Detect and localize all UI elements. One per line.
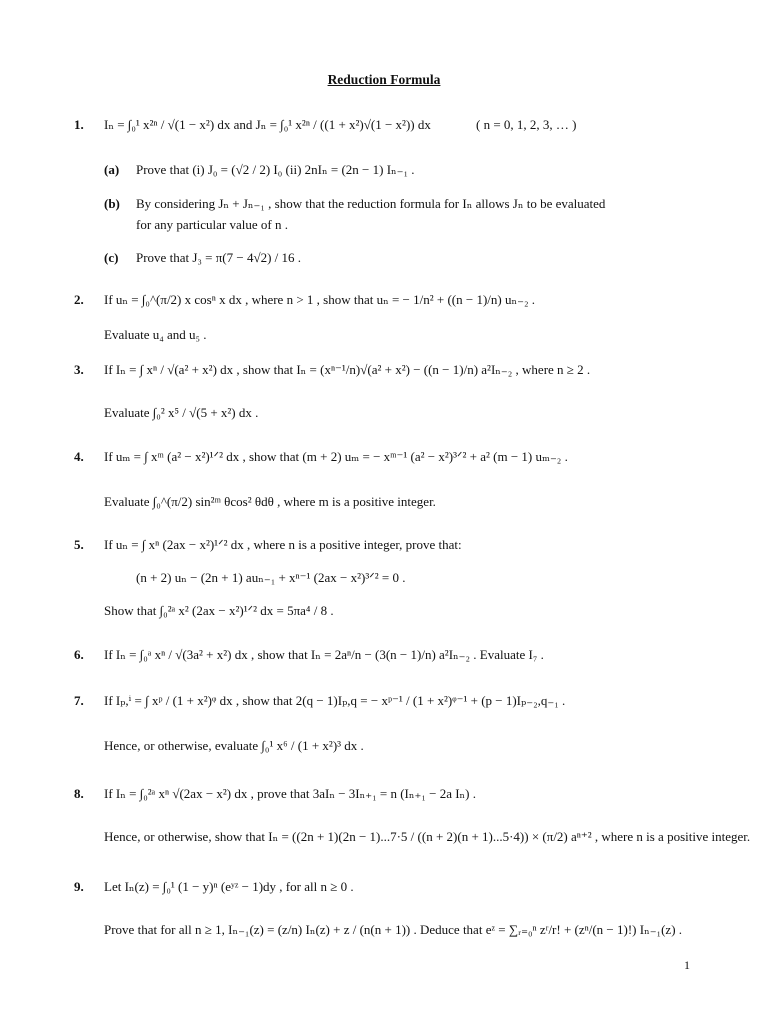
question-1a-text: Prove that (i) J₀ = (√2 / 2) I₀ (ii) 2nIₙ = (2n − 1) Iₙ₋₁ . xyxy=(136,162,415,177)
question-8-show-that: Hence, or otherwise, show that Iₙ = ((2n + 1)(2n − 1)...7·5 / ((n + 2)(n + 1)...5·4)) × (π/2) aⁿ⁺² , where n is a positive integer. xyxy=(104,829,751,844)
question-9-number: 9. xyxy=(74,879,84,894)
question-7-evaluate: Hence, or otherwise, evaluate ∫₀¹ x⁶ / (1 + x²)³ dx . xyxy=(104,738,364,753)
question-5-show-that: Show that ∫₀²ᵃ x² (2ax − x²)¹ᐟ² dx = 5πa⁴ / 8 . xyxy=(104,603,334,618)
question-1c-label: (c) xyxy=(104,250,119,265)
question-9-prove: Prove that for all n ≥ 1, Iₙ₋₁(z) = (z/n) Iₙ(z) + z / (n(n + 1)) . Deduce that eᶻ = ∑ᵣ₌₀ⁿ zʳ/r! + (zⁿ/(n − 1)!) Iₙ₋₁(z) . xyxy=(104,922,683,937)
question-1-range: ( n = 0, 1, 2, 3, … ) xyxy=(476,117,577,132)
question-1b-text: By considering Jₙ + Jₙ₋₁ , show that the reduction formula for Iₙ allows Jₙ to be evaluated xyxy=(136,196,606,211)
question-5-text: If uₙ = ∫ xⁿ (2ax − x²)¹ᐟ² dx , where n is a positive integer, prove that: xyxy=(104,537,462,552)
question-5-identity: (n + 2) uₙ − (2n + 1) auₙ₋₁ + xⁿ⁻¹ (2ax − x²)³ᐟ² = 0 . xyxy=(136,570,406,585)
question-2-text: If uₙ = ∫₀^(π/2) x cosⁿ x dx , where n > 1 , show that uₙ = − 1/n² + ((n − 1)/n) uₙ₋₂ . xyxy=(104,292,535,307)
question-8-number: 8. xyxy=(74,786,84,801)
question-3-text: If Iₙ = ∫ xⁿ / √(a² + x²) dx , show that Iₙ = (xⁿ⁻¹/n)√(a² + x²) − ((n − 1)/n) a²Iₙ₋₂ , where n ≥ 2 . xyxy=(104,362,591,377)
question-9-text: Let Iₙ(z) = ∫₀¹ (1 − y)ⁿ (eʸᶻ − 1)dy , for all n ≥ 0 . xyxy=(104,879,354,894)
question-1b-text-continued: for any particular value of n . xyxy=(136,217,288,232)
question-1-number: 1. xyxy=(74,117,84,132)
question-2-evaluate: Evaluate u₄ and u₅ . xyxy=(104,327,207,342)
question-7-number: 7. xyxy=(74,693,84,708)
question-8-text: If Iₙ = ∫₀²ᵃ xⁿ √(2ax − x²) dx , prove that 3aIₙ − 3Iₙ₊₁ = n (Iₙ₊₁ − 2a Iₙ) . xyxy=(104,786,477,801)
question-5-number: 5. xyxy=(74,537,84,552)
question-1a-label: (a) xyxy=(104,162,120,177)
question-3-number: 3. xyxy=(74,362,84,377)
question-2-number: 2. xyxy=(74,292,84,307)
question-1b-label: (b) xyxy=(104,196,120,211)
question-4-text: If uₘ = ∫ xᵐ (a² − x²)¹ᐟ² dx , show that (m + 2) uₘ = − xᵐ⁻¹ (a² − x²)³ᐟ² + a² (m − 1) uₘ₋₂ . xyxy=(104,449,568,464)
page-title: Reduction Formula xyxy=(327,72,441,87)
question-1c-text: Prove that J₃ = π(7 − 4√2) / 16 . xyxy=(136,250,302,265)
question-7-text: If Iₚ,ⁱ = ∫ xᵖ / (1 + x²)ᵠ dx , show that 2(q − 1)Iₚ,q = − xᵖ⁻¹ / (1 + x²)ᵠ⁻¹ + (p − 1)Iₚ₋₂,q₋₁ . xyxy=(104,693,566,708)
question-6-number: 6. xyxy=(74,647,84,662)
question-4-number: 4. xyxy=(74,449,84,464)
question-3-evaluate: Evaluate ∫₀² x⁵ / √(5 + x²) dx . xyxy=(104,405,259,420)
question-6-text: If Iₙ = ∫₀ᵃ xⁿ / √(3a² + x²) dx , show that Iₙ = 2aⁿ/n − (3(n − 1)/n) a²Iₙ₋₂ . Evaluate I₇ . xyxy=(104,647,544,662)
question-1-definition: Iₙ = ∫₀¹ x²ⁿ / √(1 − x²) dx and Jₙ = ∫₀¹ x²ⁿ / ((1 + x²)√(1 − x²)) dx xyxy=(104,117,431,132)
question-4-evaluate: Evaluate ∫₀^(π/2) sin²ᵐ θcos² θdθ , where m is a positive integer. xyxy=(104,494,436,509)
page-number: 1 xyxy=(684,958,690,972)
